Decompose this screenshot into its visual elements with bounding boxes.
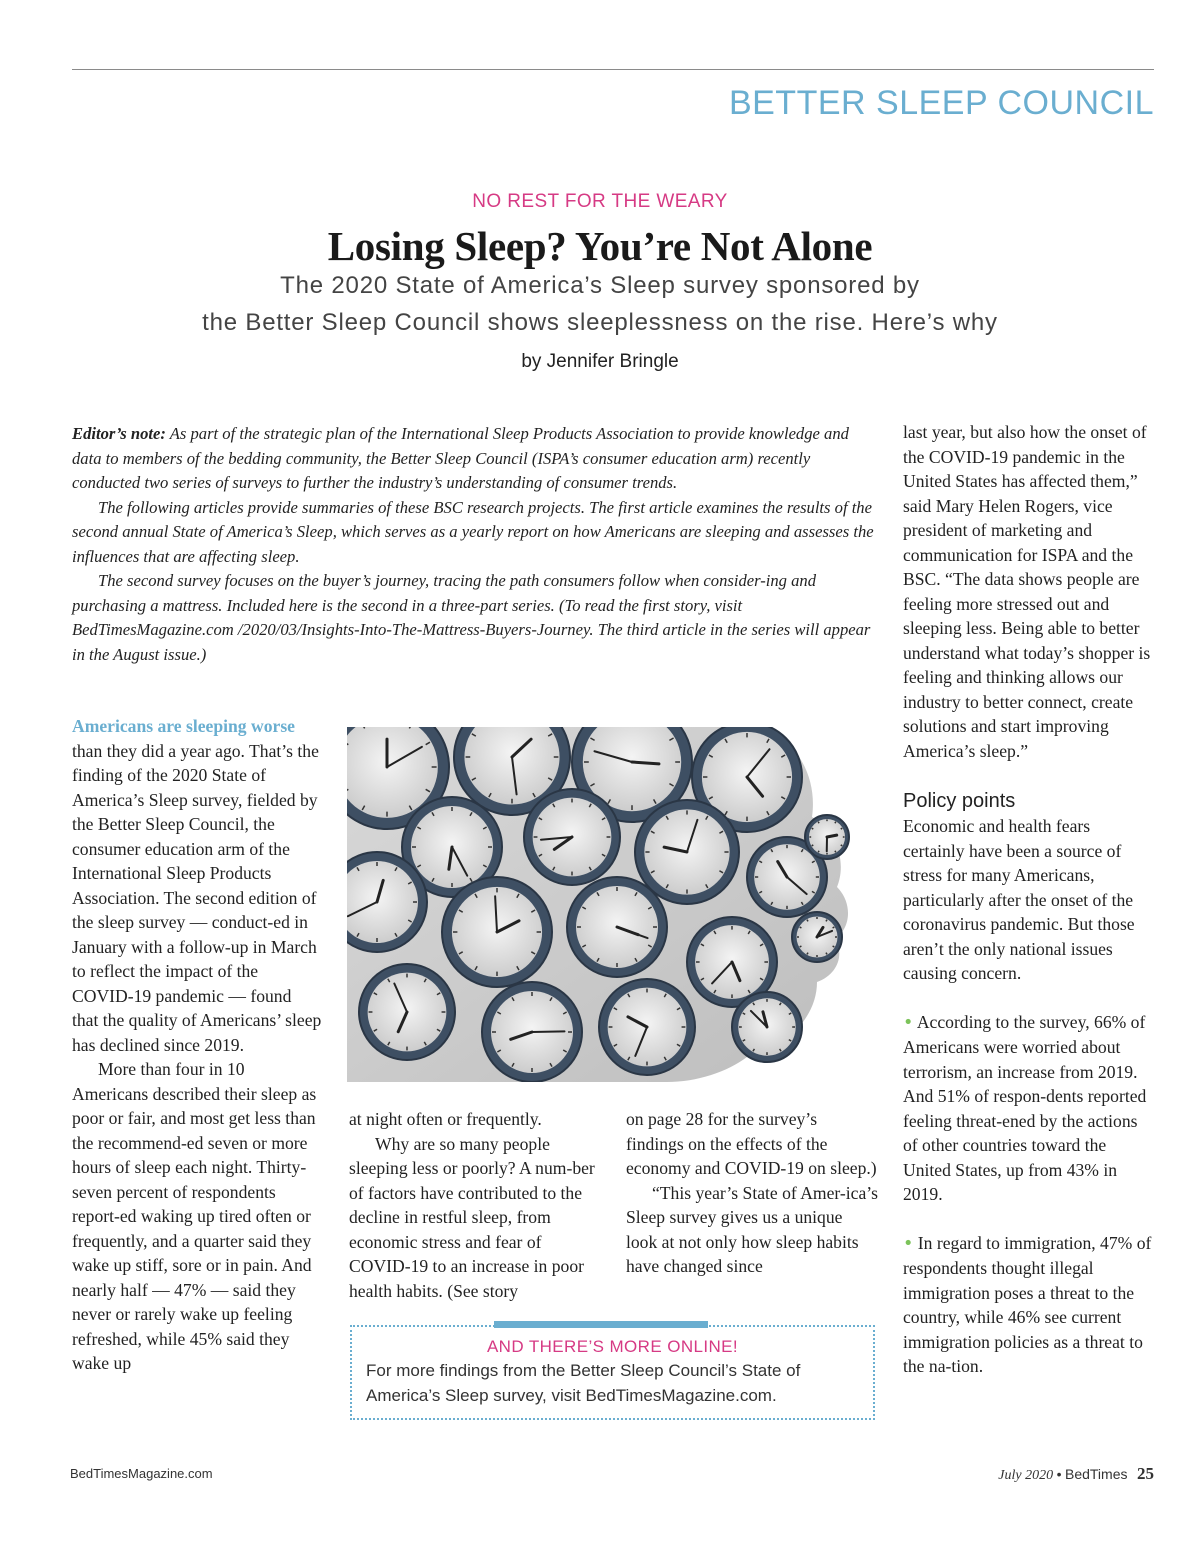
clock-icon bbox=[482, 982, 582, 1082]
clocks-svg bbox=[347, 727, 857, 1082]
clock-icon bbox=[732, 992, 802, 1062]
editors-note-p1-text: As part of the strategic plan of the International Sleep Products Association to provide knowledge and data to members of the bedding community, the Better Sleep Council (ISPA’s consumer education arm) recently conducted two series of surveys to further the industry’s understanding of consumer trends. bbox=[72, 424, 849, 492]
col4-paragraph-2: Economic and health fears certainly have been a source of stress for many Americans, particularly after the onset of the coronavirus pandemic. But those aren’t the only national issues causing concern. bbox=[903, 816, 1135, 983]
article-deck-line2: the Better Sleep Council shows sleeplessness on the rise. Here’s why bbox=[202, 309, 998, 336]
editors-note-p2: The following articles provide summaries of these BSC research projects. The first article examines the results of the second annual State of America’s Sleep, which serves as a yearly report on how Americans are sleeping and assesses the influences that are affecting sleep. bbox=[72, 497, 874, 566]
policy-points-subhead: Policy points bbox=[903, 790, 1016, 812]
clock-icon bbox=[599, 979, 695, 1075]
col1-paragraph-1 bbox=[72, 714, 322, 1057]
footer-month: July 2020 bbox=[998, 1468, 1054, 1483]
editors-note-label: Editor’s note: bbox=[72, 424, 166, 443]
top-rule bbox=[72, 69, 1154, 70]
clock-icon bbox=[442, 877, 552, 987]
clock-icon bbox=[524, 789, 620, 885]
bullet-item-terrorism bbox=[903, 1010, 1155, 1207]
article-deck-line1: The 2020 State of America’s Sleep survey sponsored by bbox=[280, 272, 920, 299]
body-column-1 bbox=[72, 714, 322, 1376]
bullet-dot-icon: • bbox=[903, 1012, 914, 1033]
body-column-3 bbox=[626, 1107, 878, 1279]
clock-icon bbox=[792, 912, 842, 962]
body-column-2 bbox=[349, 1107, 599, 1303]
footer-separator: • bbox=[1056, 1466, 1062, 1482]
footer-folio bbox=[998, 1464, 1154, 1484]
footer-magazine: BedTimes bbox=[1064, 1466, 1128, 1482]
body-column-4 bbox=[903, 420, 1155, 1379]
col2-paragraph-2: Why are so many people sleeping less or poorly? A num-ber of factors have contributed to the decline in restful sleep, from economic stress and fear of COVID-19 to an increase in poor health habits. (See story bbox=[349, 1133, 595, 1301]
sidebar-text: For more findings from the Better Sleep Council’s State of America’s Sleep survey, visit BedTimesMagazine.com. bbox=[366, 1361, 801, 1405]
clock-icon bbox=[805, 815, 849, 859]
bullet-item-terrorism-text: According to the survey, 66% of Americans were worried about terrorism, an increase from 2019. And 51% of respon-dents reported feeling threat-ened by the actions of other countries toward the United States, up from 43% in 2019. bbox=[903, 1011, 1147, 1204]
bullet-dot-icon: • bbox=[903, 1233, 914, 1254]
bullet-item-immigration-text: In regard to immigration, 47% of respondents thought illegal immigration poses a threat to the country, while 46% see current immigration policies as a threat to the na-tion. bbox=[903, 1232, 1152, 1376]
lead-in: Americans are sleeping worse bbox=[72, 716, 295, 736]
clock-icon bbox=[567, 877, 667, 977]
editors-note-p1 bbox=[72, 422, 878, 496]
section-title: BETTER SLEEP COUNCIL bbox=[728, 84, 1154, 122]
col3-paragraph-1: on page 28 for the survey’s findings on the effects of the economy and COVID-19 on sleep.) bbox=[626, 1109, 877, 1178]
editors-note bbox=[72, 422, 878, 667]
footer-page-number: 25 bbox=[1137, 1464, 1154, 1483]
col1-paragraph-2: More than four in 10 Americans described their sleep as poor or fair, and most get less than the recommend-ed seven or more hours of sleep each night. Thirty-seven percent of respondents report-ed waking up tired often or frequently, and a quarter said they wake up stiff, sore or in pain. And nearly half — 47% — said they never or rarely wake up feeling refreshed, while 45% said they wake up bbox=[72, 1059, 317, 1373]
clocks-head-illustration bbox=[347, 727, 857, 1082]
col4-paragraph-1: last year, but also how the onset of the COVID-19 pandemic in the United States has affected them,” said Mary Helen Rogers, vice president of marketing and communication for ISPA and the BSC. “The data shows people are feeling more stressed out and sleeping less. Being able to better understand what today’s shopper is feeling and thinking allows our industry to better connect, create solutions and start improving America’s sleep.” bbox=[903, 422, 1151, 761]
sidebar-title: AND THERE’S MORE ONLINE! bbox=[486, 1337, 739, 1356]
editors-note-p3: The second survey focuses on the buyer’s journey, tracing the path consumers follow when consider-ing and purchasing a mattress. Included here is the second in a three-part series. (To read the first story, visit BedTimesMagazine.com /2020/03/Insights-Into-The-Mattress-Buyers-Journey. The third article in the series will appear in the August issue.) bbox=[72, 571, 871, 664]
col2-paragraph-1: at night often or frequently. bbox=[349, 1109, 542, 1129]
byline: by Jennifer Bringle bbox=[521, 351, 679, 372]
sidebar-accent-bar bbox=[494, 1321, 708, 1328]
bullet-item-immigration bbox=[903, 1231, 1155, 1379]
article-kicker: NO REST FOR THE WEARY bbox=[472, 191, 728, 212]
clock-icon bbox=[635, 800, 739, 904]
col3-paragraph-2: “This year’s State of Amer-ica’s Sleep survey gives us a unique look at not only how sleep habits have changed since bbox=[626, 1182, 879, 1276]
article-title: Losing Sleep? You’re Not Alone bbox=[327, 223, 873, 269]
clock-icon bbox=[359, 964, 455, 1060]
col1-paragraph-1-text: than they did a year ago. That’s the finding of the 2020 State of America’s Sleep survey, fielded by the Better Sleep Council, the consumer education arm of the International Sleep Products Association. The second edition of the sleep survey — conduct-ed in January with a follow-up in March to reflect the impact of the COVID-19 pandemic — found that the quality of Americans’ sleep has declined since 2019. bbox=[72, 740, 322, 1055]
footer-site: BedTimesMagazine.com bbox=[70, 1466, 213, 1481]
